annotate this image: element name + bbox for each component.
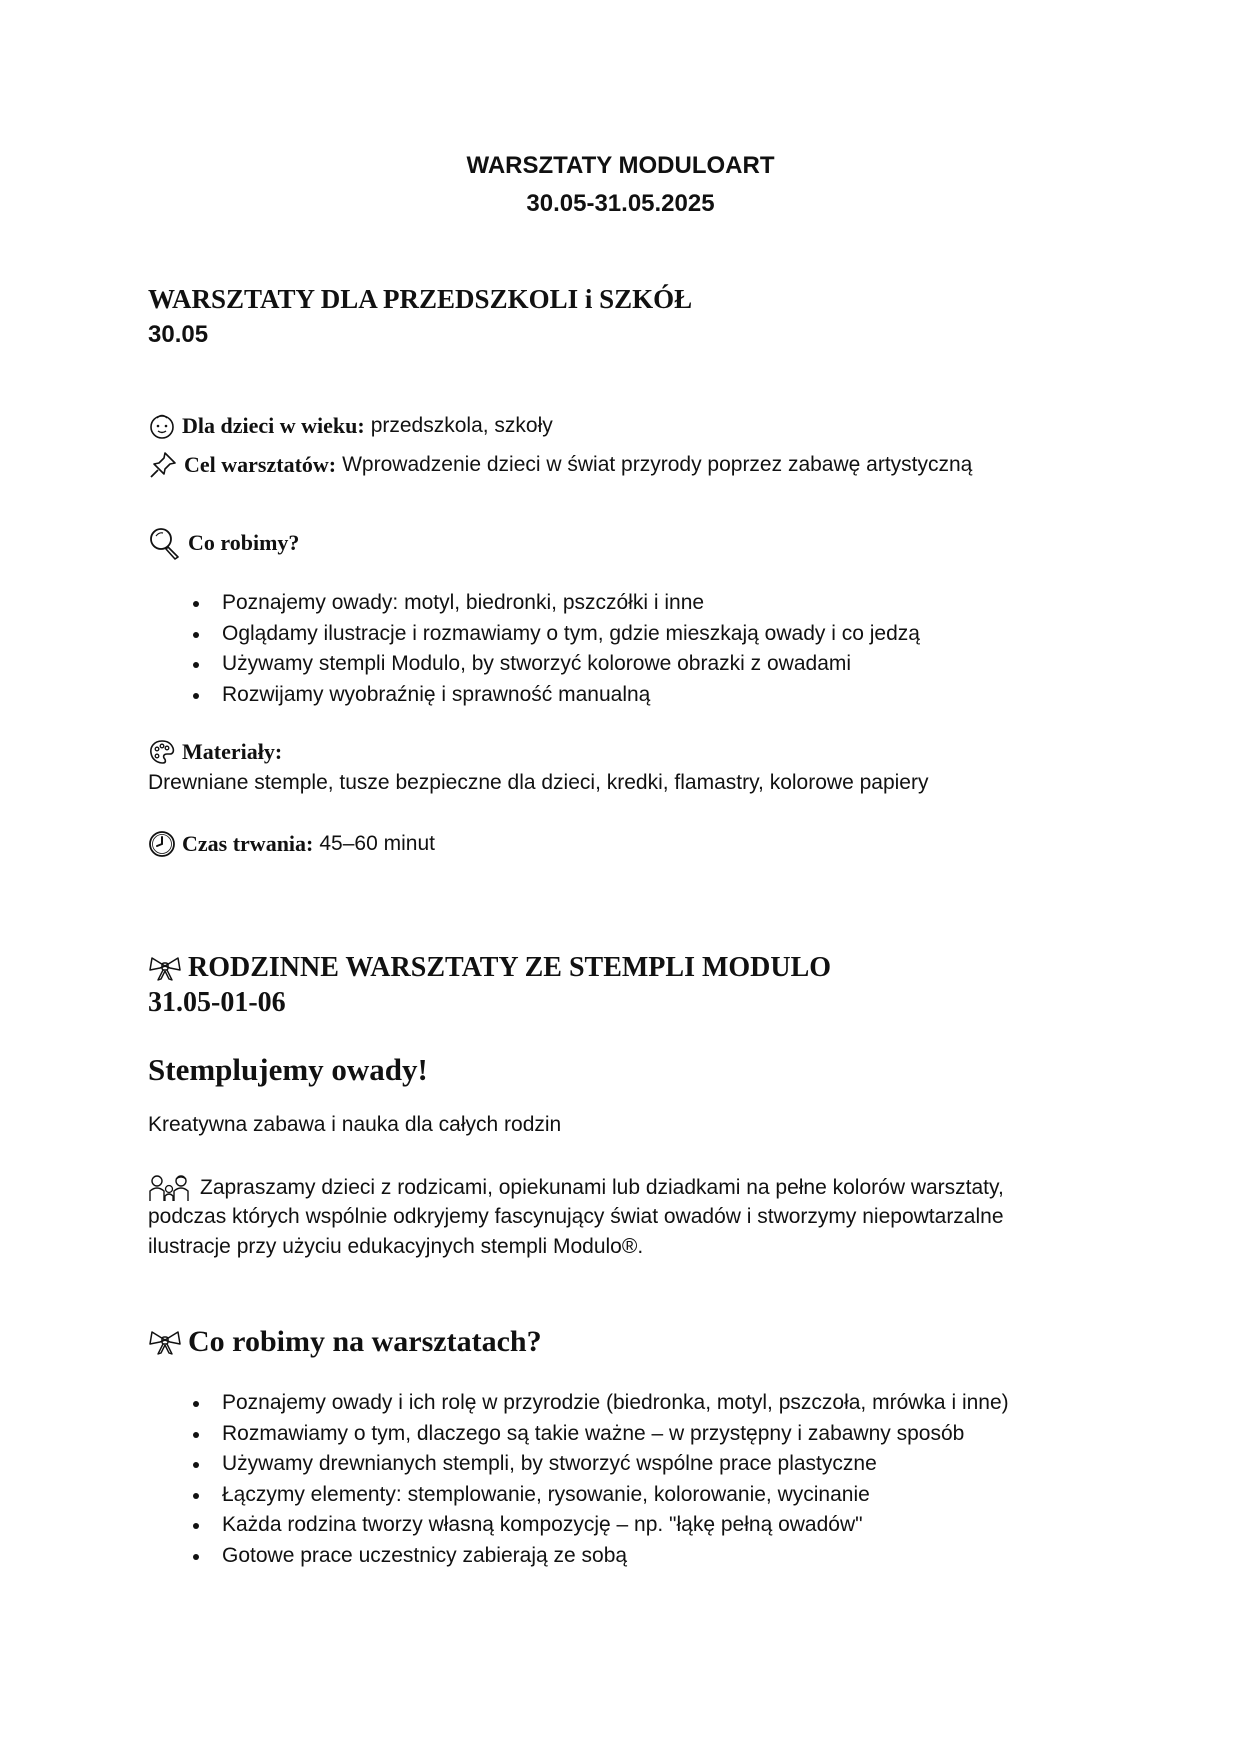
list-item: Rozwijamy wyobraźnię i sprawność manualną	[148, 680, 920, 711]
document-dates: 30.05-31.05.2025	[526, 190, 715, 217]
baby-face-icon	[148, 412, 176, 440]
section2-subtitle: Stemplujemy owady!	[148, 1052, 428, 1087]
document-title: WARSZTATY MODULOART	[466, 152, 775, 179]
duration-row	[148, 830, 435, 858]
materials-value: Drewniane stemple, tusze bezpieczne dla dzieci, kredki, flamastry, kolorowe papiery	[148, 771, 929, 794]
section2-what-row	[148, 1325, 542, 1359]
intro-line-2: podczas których wspólnie odkryjemy fascynujący świat owadów i stworzymy niepowtarzalne	[148, 1205, 1004, 1228]
ribbon-icon	[148, 954, 182, 982]
age-row	[148, 412, 553, 440]
workshop-activities-list	[148, 1388, 1009, 1571]
section1-heading: WARSZTATY DLA PRZEDSZKOLI i SZKÓŁ	[148, 284, 693, 314]
age-label: Dla dzieci w wieku:	[182, 413, 365, 438]
list-item: Używamy stempli Modulo, by stworzyć kolorowe obrazki z owadami	[148, 649, 920, 680]
what-heading: Co robimy?	[188, 530, 300, 555]
goal-row	[148, 450, 972, 480]
section2-what-heading: Co robimy na warsztatach?	[188, 1325, 542, 1358]
materials-label: Materiały:	[182, 739, 283, 764]
section2-heading: RODZINNE WARSZTATY ZE STEMPLI MODULO	[188, 952, 832, 983]
goal-label: Cel warsztatów:	[184, 452, 337, 477]
goal-value: Wprowadzenie dzieci w świat przyrody poprzez zabawę artystyczną	[342, 453, 973, 476]
activities-list	[148, 588, 920, 710]
list-item: Oglądamy ilustracje i rozmawiamy o tym, gdzie mieszkają owady i co jedzą	[148, 619, 920, 650]
list-item: Używamy drewnianych stempli, by stworzyć wspólne prace plastyczne	[148, 1449, 1009, 1480]
section2-heading-row	[148, 952, 831, 984]
list-item: Rozmawiamy o tym, dlaczego są takie ważne – w przystępny i zabawny sposób	[148, 1419, 1009, 1450]
pushpin-icon	[148, 450, 178, 480]
clock-icon	[148, 830, 176, 858]
section2-date: 31.05-01-06	[148, 987, 286, 1018]
list-item: Poznajemy owady i ich rolę w przyrodzie (biedronka, motyl, pszczoła, mrówka i inne)	[148, 1388, 1009, 1419]
duration-label: Czas trwania:	[182, 831, 314, 856]
list-item: Poznajemy owady: motyl, biedronki, pszczółki i inne	[148, 588, 920, 619]
intro-row	[148, 1174, 1004, 1202]
magnifier-icon	[148, 526, 182, 560]
what-row	[148, 526, 305, 560]
intro-line-3: ilustracje przy użyciu edukacyjnych stempli Modulo®.	[148, 1235, 644, 1258]
palette-icon	[148, 738, 176, 766]
list-item: Każda rodzina tworzy własną kompozycję – np. "łąkę pełną owadów"	[148, 1510, 1009, 1541]
section2-tagline: Kreatywna zabawa i nauka dla całych rodzin	[148, 1113, 562, 1136]
family-icon	[148, 1174, 192, 1202]
age-value: przedszkola, szkoły	[370, 414, 553, 437]
list-item: Gotowe prace uczestnicy zabierają ze sobą	[148, 1541, 1009, 1572]
ribbon-icon	[148, 1328, 182, 1356]
section1-date: 30.05	[148, 321, 209, 348]
list-item: Łączymy elementy: stemplowanie, rysowanie, kolorowanie, wycinanie	[148, 1480, 1009, 1511]
intro-line-1: Zapraszamy dzieci z rodzicami, opiekunami lub dziadkami na pełne kolorów warsztaty,	[200, 1176, 1004, 1199]
duration-value: 45–60 minut	[319, 832, 435, 855]
materials-row	[148, 738, 288, 766]
